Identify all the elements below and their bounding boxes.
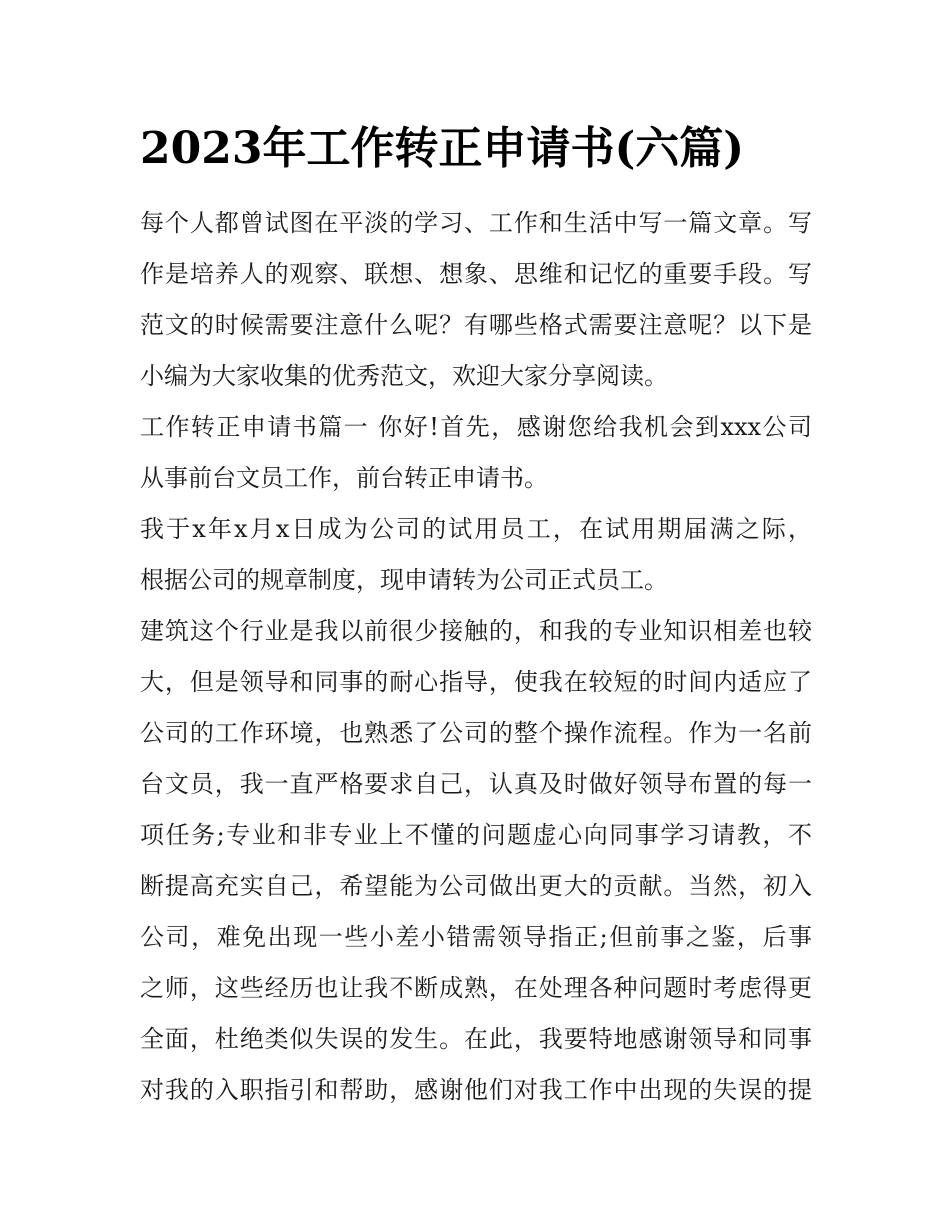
document-body bbox=[140, 202, 812, 1120]
paragraph-probation-statement bbox=[140, 508, 812, 601]
text-line: 范文的时候需要注意什么呢？有哪些格式需要注意呢？以下是 bbox=[140, 311, 812, 339]
text-line: 项任务;专业和非专业上不懂的问题虚心向同事学习请教，不 bbox=[140, 821, 812, 849]
text-line: 断提高充实自己，希望能为公司做出更大的贡献。当然，初入 bbox=[140, 872, 812, 900]
text-line: 之师，这些经历也让我不断成熟，在处理各种问题时考虑得更 bbox=[140, 974, 812, 1002]
text-line: 每个人都曾试图在平淡的学习、工作和生活中写一篇文章。写 bbox=[140, 209, 812, 237]
text-line: 从事前台文员工作，前台转正申请书。 bbox=[140, 464, 548, 492]
text-line: 建筑这个行业是我以前很少接触的，和我的专业知识相差也较 bbox=[140, 617, 812, 645]
text-line: 对我的入职指引和帮助，感谢他们对我工作中出现的失误的提 bbox=[140, 1076, 812, 1104]
document-title: 2023年工作转正申请书(六篇) bbox=[140, 123, 745, 174]
text-line: 台文员，我一直严格要求自己，认真及时做好领导布置的每一 bbox=[140, 770, 812, 798]
text-line: 小编为大家收集的优秀范文，欢迎大家分享阅读。 bbox=[140, 362, 668, 390]
text-line: 工作转正申请书篇一 你好!首先，感谢您给我机会到xxx公司 bbox=[140, 413, 812, 441]
text-line: 公司的工作环境，也熟悉了公司的整个操作流程。作为一名前 bbox=[140, 719, 812, 747]
text-line: 我于x年x月x日成为公司的试用员工，在试用期届满之际， bbox=[140, 515, 812, 543]
text-line: 公司，难免出现一些小差小错需领导指正;但前事之鉴，后事 bbox=[140, 923, 812, 951]
text-line: 大，但是领导和同事的耐心指导，使我在较短的时间内适应了 bbox=[140, 668, 812, 696]
paragraph-intro bbox=[140, 202, 812, 397]
text-line: 作是培养人的观察、联想、想象、思维和记忆的重要手段。写 bbox=[140, 260, 812, 288]
paragraph-letter-one-opening bbox=[140, 406, 812, 499]
text-line: 全面，杜绝类似失误的发生。在此，我要特地感谢领导和同事 bbox=[140, 1025, 812, 1053]
text-line: 根据公司的规章制度，现申请转为公司正式员工。 bbox=[140, 566, 668, 594]
paragraph-work-experience bbox=[140, 610, 812, 1111]
